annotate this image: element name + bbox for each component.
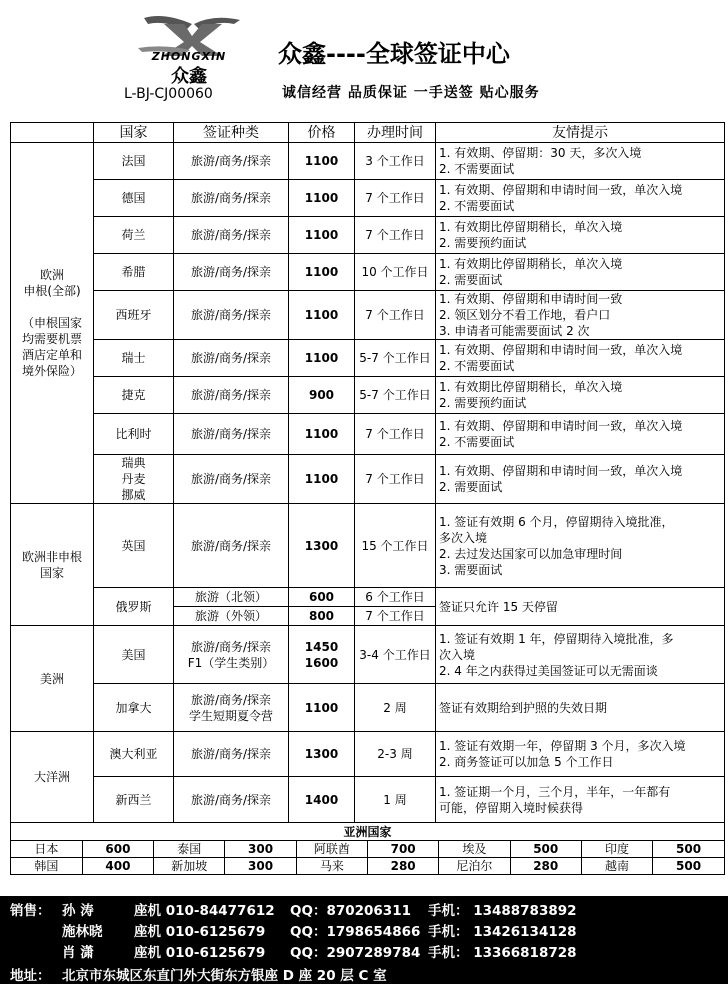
- processing-time-cell: 7 个工作日: [355, 607, 436, 626]
- processing-time-cell: 5-7 个工作日: [355, 377, 436, 414]
- tips-cell: 1. 有效期、停留期和申请时间一致，单次入境 2. 不需要面试: [436, 340, 725, 377]
- price-cell: 1300: [289, 732, 355, 777]
- country-cell: 捷克: [94, 377, 174, 414]
- contact-mobile: 手机： 13488783892: [428, 903, 577, 919]
- table-row: [11, 777, 725, 823]
- country-cell: 瑞士: [94, 340, 174, 377]
- processing-time-cell: 3-4 个工作日: [355, 626, 436, 684]
- visa-type-cell: 旅游/商务/探亲: [174, 455, 289, 504]
- visa-type-cell: 旅游/商务/探亲: [174, 254, 289, 291]
- table-row: [11, 684, 725, 732]
- price-cell: 1100: [289, 180, 355, 217]
- asia-country-cell: 尼泊尔: [439, 858, 510, 874]
- asia-price-cell: 300: [225, 841, 296, 857]
- contact-qq: QQ：870206311: [290, 903, 411, 919]
- tips-cell: 1. 有效期、停留期和申请时间一致，单次入境 2. 需要面试: [436, 455, 725, 504]
- contact-name: 肖 潇: [62, 945, 94, 961]
- processing-time-cell: 2-3 周: [355, 732, 436, 777]
- visa-type-cell: 旅游/商务/探亲: [174, 217, 289, 254]
- contact-qq: QQ：1798654866: [290, 924, 421, 940]
- asia-country-cell: 日本: [11, 841, 82, 857]
- table-row: [11, 143, 725, 180]
- processing-time-cell: 7 个工作日: [355, 414, 436, 455]
- price-cell: 1100: [289, 340, 355, 377]
- visa-type-cell: 旅游/商务/探亲: [174, 414, 289, 455]
- column-header: 签证种类: [174, 123, 289, 143]
- asia-title-row: [11, 823, 725, 841]
- region-cell: 欧洲非申根 国家: [11, 504, 94, 626]
- table-row: [11, 626, 725, 684]
- price-cell: 1400: [289, 777, 355, 823]
- processing-time-cell: 3 个工作日: [355, 143, 436, 180]
- processing-time-cell: 15 个工作日: [355, 504, 436, 588]
- processing-time-cell: 7 个工作日: [355, 217, 436, 254]
- table-row: [11, 180, 725, 217]
- price-cell: 1100: [289, 217, 355, 254]
- price-cell: 800: [289, 607, 355, 626]
- table-row: [11, 732, 725, 777]
- table-row: [11, 414, 725, 455]
- price-cell: 1100: [289, 414, 355, 455]
- price-cell: 900: [289, 377, 355, 414]
- logo-text-en: ZHONGXIN: [151, 50, 227, 63]
- visa-type-cell: 旅游（北领）: [174, 588, 289, 607]
- tips-cell: 1. 签证期一个月，三个月，半年，一年都有 可能，停留期入境时候获得: [436, 777, 725, 823]
- visa-type-cell: 旅游/商务/探亲: [174, 377, 289, 414]
- visa-price-table: [10, 122, 725, 875]
- processing-time-cell: 5-7 个工作日: [355, 340, 436, 377]
- sales-label: 销售：: [10, 903, 51, 919]
- country-cell: 希腊: [94, 254, 174, 291]
- visa-type-cell: 旅游/商务/探亲: [174, 180, 289, 217]
- contact-mobile: 手机： 13366818728: [428, 945, 577, 961]
- asia-country-cell: 越南: [581, 858, 652, 874]
- country-cell: 澳大利亚: [94, 732, 174, 777]
- processing-time-cell: 7 个工作日: [355, 455, 436, 504]
- price-cell: 1450 1600: [289, 626, 355, 684]
- tips-cell: 1. 有效期、停留期和申请时间一致，单次入境 2. 不需要面试: [436, 180, 725, 217]
- price-cell: 1100: [289, 143, 355, 180]
- country-cell: 加拿大: [94, 684, 174, 732]
- address-label: 地址：: [10, 968, 51, 984]
- price-cell: 600: [289, 588, 355, 607]
- column-header: 友情提示: [436, 123, 725, 143]
- address: 北京市东城区东直门外大街东方银座 D 座 20 层 C 室: [62, 968, 387, 984]
- table-row: [11, 217, 725, 254]
- table-row: [11, 504, 725, 588]
- asia-inner-table: [11, 841, 724, 857]
- tips-cell: 1. 有效期比停留期稍长，单次入境 2. 需要预约面试: [436, 217, 725, 254]
- visa-type-cell: 旅游/商务/探亲: [174, 340, 289, 377]
- asia-row-cell: [11, 858, 725, 875]
- country-cell: 新西兰: [94, 777, 174, 823]
- tips-cell: 1. 有效期、停留期和申请时间一致，单次入境 2. 不需要面试: [436, 414, 725, 455]
- logo-text-cn: 众鑫: [171, 66, 207, 87]
- contact-name: 施林晓: [62, 924, 103, 940]
- table-header-row: [11, 123, 725, 143]
- table-row: [11, 377, 725, 414]
- processing-time-cell: 7 个工作日: [355, 180, 436, 217]
- asia-inner-row: [11, 858, 724, 874]
- table-row: [11, 588, 725, 607]
- processing-time-cell: 2 周: [355, 684, 436, 732]
- region-cell: 美洲: [11, 626, 94, 732]
- asia-country-cell: 泰国: [154, 841, 225, 857]
- contact-phone: 座机 010-6125679: [134, 945, 266, 961]
- asia-country-cell: 新加坡: [154, 858, 225, 874]
- price-cell: 1100: [289, 291, 355, 340]
- visa-type-cell: 旅游/商务/探亲: [174, 732, 289, 777]
- country-cell: 俄罗斯: [94, 588, 174, 626]
- asia-price-cell: 400: [82, 858, 153, 874]
- asia-price-cell: 300: [225, 858, 296, 874]
- country-cell: 荷兰: [94, 217, 174, 254]
- asia-price-cell: 500: [510, 841, 581, 857]
- tips-cell: 1. 有效期比停留期稍长，单次入境 2. 需要预约面试: [436, 377, 725, 414]
- page-title: 众鑫----全球签证中心: [278, 40, 510, 68]
- price-cell: 1300: [289, 504, 355, 588]
- visa-type-cell: 旅游/商务/探亲 学生短期夏令营: [174, 684, 289, 732]
- slogan: 诚信经营 品质保证 一手送签 贴心服务: [282, 85, 540, 101]
- asia-inner-row: [11, 841, 724, 857]
- tips-cell: 签证有效期给到护照的失效日期: [436, 684, 725, 732]
- visa-type-cell: 旅游/商务/探亲: [174, 143, 289, 180]
- country-cell: 德国: [94, 180, 174, 217]
- tips-cell: 1. 有效期、停留期：30 天，多次入境 2. 不需要面试: [436, 143, 725, 180]
- region-cell: 大洋洲: [11, 732, 94, 823]
- asia-country-cell: 阿联酋: [296, 841, 367, 857]
- license-number: L-BJ-CJ00060: [124, 86, 213, 102]
- asia-row-cell: [11, 841, 725, 858]
- country-cell: 英国: [94, 504, 174, 588]
- country-cell: 比利时: [94, 414, 174, 455]
- visa-type-cell: 旅游/商务/探亲: [174, 291, 289, 340]
- tips-cell: 1. 有效期比停留期稍长，单次入境 2. 需要面试: [436, 254, 725, 291]
- column-header: 办理时间: [355, 123, 436, 143]
- contact-qq: QQ：2907289784: [290, 945, 421, 961]
- contact-mobile: 手机： 13426134128: [428, 924, 577, 940]
- processing-time-cell: 10 个工作日: [355, 254, 436, 291]
- contact-name: 孙 涛: [62, 903, 94, 919]
- tips-cell: 1. 签证有效期一年，停留期 3 个月，多次入境 2. 商务签证可以加急 5 个工作日: [436, 732, 725, 777]
- asia-price-cell: 500: [653, 841, 724, 857]
- asia-price-cell: 280: [367, 858, 438, 874]
- asia-country-cell: 印度: [581, 841, 652, 857]
- asia-inner-table: [11, 858, 724, 874]
- asia-price-cell: 280: [510, 858, 581, 874]
- contact-phone: 座机 010-6125679: [134, 924, 266, 940]
- price-cell: 1100: [289, 254, 355, 291]
- asia-row: [11, 858, 725, 875]
- visa-type-cell: 旅游/商务/探亲 F1（学生类别）: [174, 626, 289, 684]
- country-cell: 美国: [94, 626, 174, 684]
- tips-cell: 1. 签证有效期 1 年，停留期待入境批准，多 次入境 2. 4 年之内获得过美国签证可以无需面谈: [436, 626, 725, 684]
- asia-price-cell: 700: [367, 841, 438, 857]
- asia-country-cell: 马来: [296, 858, 367, 874]
- table-row: [11, 455, 725, 504]
- tips-cell: 1. 有效期、停留期和申请时间一致 2. 领区划分不看工作地，看户口 3. 申请者可能需要面试 2 次: [436, 291, 725, 340]
- header: [0, 0, 728, 120]
- asia-country-cell: 埃及: [439, 841, 510, 857]
- contact-footer: [0, 896, 728, 984]
- country-cell: 西班牙: [94, 291, 174, 340]
- processing-time-cell: 1 周: [355, 777, 436, 823]
- processing-time-cell: 7 个工作日: [355, 291, 436, 340]
- visa-type-cell: 旅游/商务/探亲: [174, 504, 289, 588]
- processing-time-cell: 6 个工作日: [355, 588, 436, 607]
- header-region-cell: [11, 123, 94, 143]
- price-cell: 1100: [289, 684, 355, 732]
- asia-row: [11, 841, 725, 858]
- tips-cell: 签证只允许 15 天停留: [436, 588, 725, 626]
- country-cell: 法国: [94, 143, 174, 180]
- price-cell: 1100: [289, 455, 355, 504]
- asia-price-cell: 600: [82, 841, 153, 857]
- column-header: 价格: [289, 123, 355, 143]
- table-row: [11, 291, 725, 340]
- visa-type-cell: 旅游/商务/探亲: [174, 777, 289, 823]
- asia-country-cell: 韩国: [11, 858, 82, 874]
- country-cell: 瑞典 丹麦 挪威: [94, 455, 174, 504]
- asia-title-cell: 亚洲国家: [11, 823, 725, 841]
- asia-price-cell: 500: [653, 858, 724, 874]
- table-row: [11, 254, 725, 291]
- column-header: 国家: [94, 123, 174, 143]
- tips-cell: 1. 签证有效期 6 个月，停留期待入境批准， 多次入境 2. 去过发达国家可以加急审理时间 3. 需要面试: [436, 504, 725, 588]
- table-row: [11, 340, 725, 377]
- visa-type-cell: 旅游（外领）: [174, 607, 289, 626]
- contact-phone: 座机 010-84477612: [134, 903, 275, 919]
- region-cell: 欧洲 申根(全部) （申根国家 均需要机票 酒店定单和 境外保险）: [11, 143, 94, 504]
